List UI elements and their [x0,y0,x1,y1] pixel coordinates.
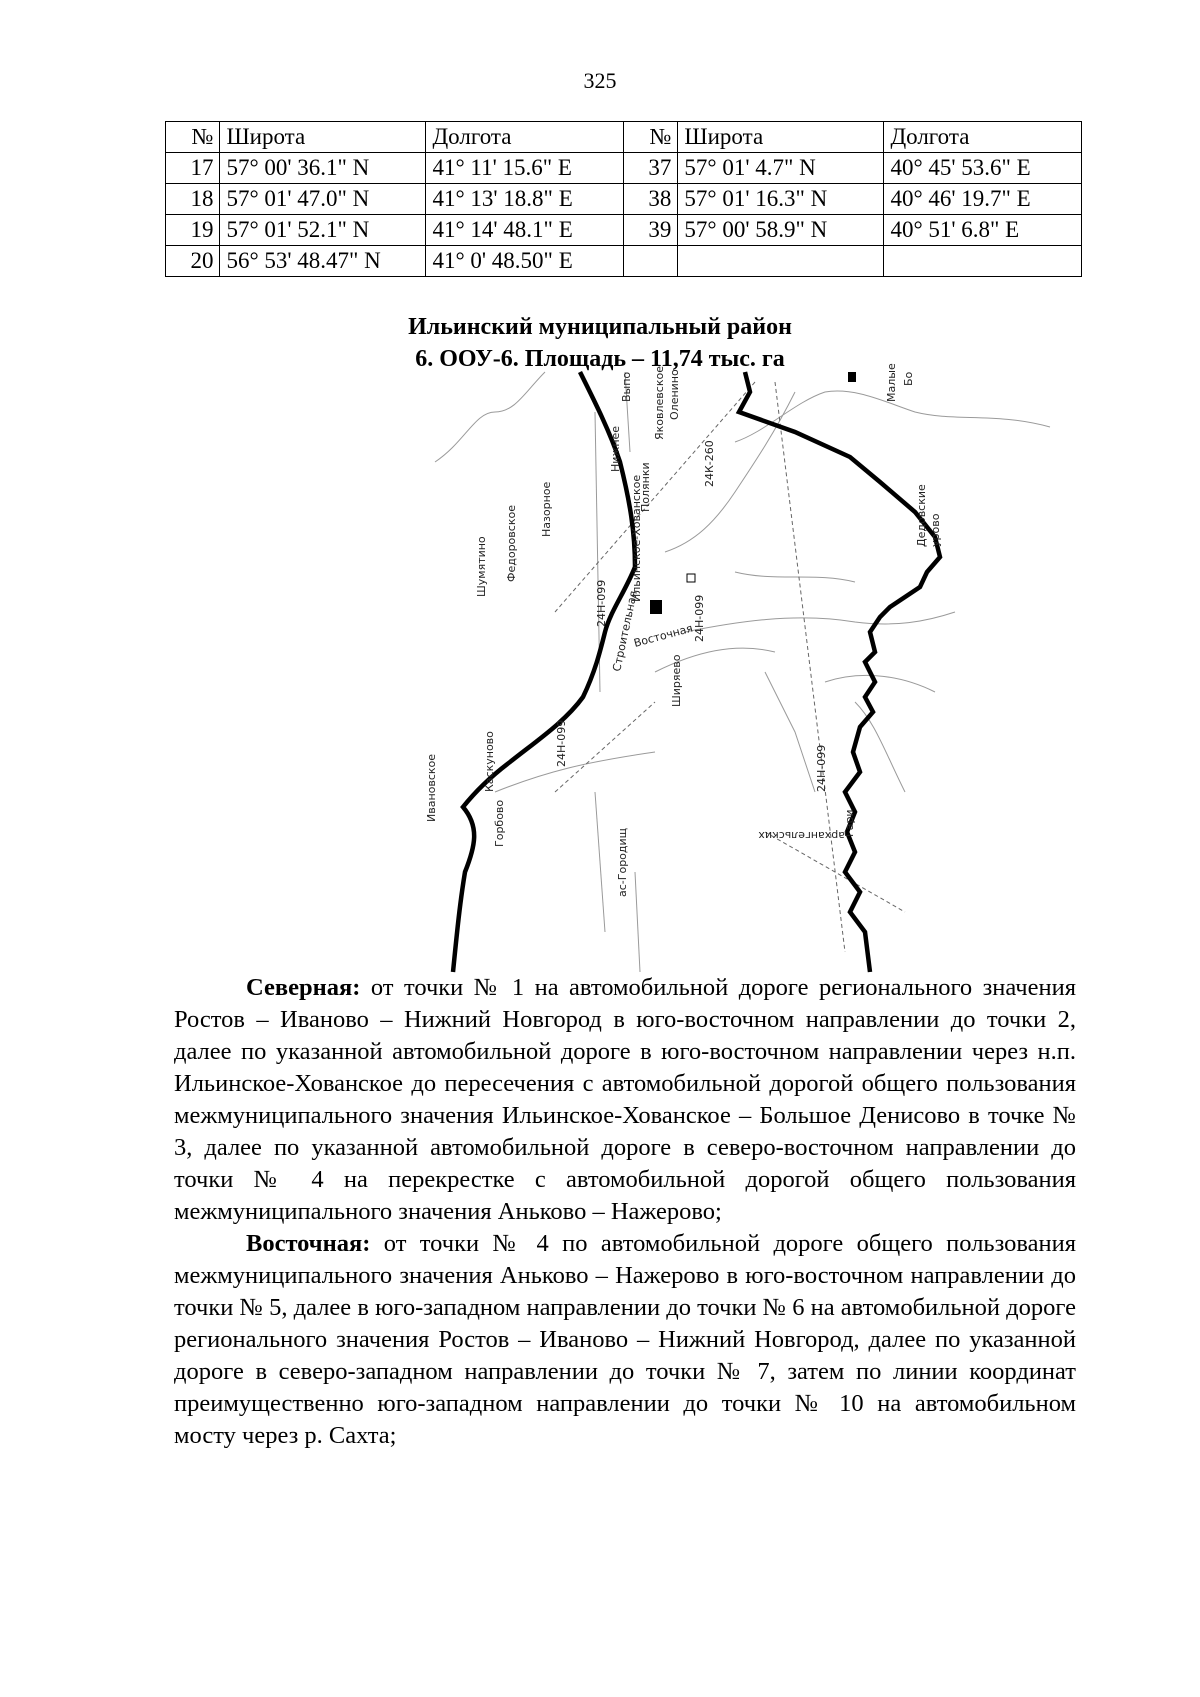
map-label: Ильинское-Хованское [630,474,643,602]
table-cell: 40° 51' 6.8" E [884,215,1082,246]
table-cell [884,246,1082,277]
header-cell: № [166,122,220,153]
table-cell: 57° 01' 47.0" N [220,184,426,215]
map-label: Выпо [620,371,633,402]
table-cell: 41° 11' 15.6" E [426,153,624,184]
map-label: Малые [885,363,898,402]
map-label: 24Н-099 [693,594,706,642]
map-label: 24Н-099 [555,719,568,767]
map-label: Федоровское [505,505,518,582]
north-body: от точки № 1 на автомобильной дороге регионального значения Ростов – Иваново – Нижний Новгород в юго-восточном направлении до точки 2, далее по указанной автомобильной дороге в юго-восточном направлении через н.п. Ильинское-Хованское до пересечения с автомобильной дорогой общего пользования межмуниципального значения Ильинское-Хованское – Большое Денисово в точке № 3, далее по указанной автомобильной дороге в северо-восточном направлении до точки № 4 на перекрестке с автомобильной дорогой общего пользования межмуниципального значения Аньково – Нажерово; [174,974,1076,1225]
table-cell: 57° 01' 52.1" N [220,215,426,246]
table-cell: 57° 01' 16.3" N [678,184,884,215]
settlement-marker [848,372,856,382]
map-label: Нижнее [609,425,622,472]
map-label: Дедовские [915,484,928,547]
table-cell: 57° 01' 4.7" N [678,153,884,184]
table-row [166,153,1082,184]
minor-road [595,792,605,932]
header-cell: Широта [220,122,426,153]
map-label: Шумятино [475,536,488,597]
map-label: Назорное [540,481,553,537]
table-row [166,184,1082,215]
table-header-row [166,122,1082,153]
zone-title: 6. ООУ-6. Площадь – 11,74 тыс. га [415,346,785,372]
map-label: архангельских [758,829,845,842]
boundary-west [453,372,635,972]
table-cell: 57° 00' 58.9" N [678,215,884,246]
table-cell: 40° 45' 53.6" E [884,153,1082,184]
map-label: урово [929,513,942,547]
map-label: Горбово [493,799,506,847]
paragraph-east [174,1228,1076,1452]
map-label: ас-Городищ [616,827,629,897]
minor-road [665,392,795,552]
table-cell: 39 [623,215,677,246]
map-label: 24Н-099 [815,744,828,792]
table-cell: 18 [166,184,220,215]
settlement-marker [687,574,695,582]
east-title: Восточная: [246,1230,371,1257]
table-cell: 38 [623,184,677,215]
header-cell: № [623,122,677,153]
minor-road [765,672,815,792]
map-label: Ивановское [425,753,438,822]
table-cell: 40° 46' 19.7" E [884,184,1082,215]
boundary-map [425,363,1050,972]
east-body: от точки № 4 по автомобильной дороге общего пользования межмуниципального значения Аньково – Нажерово в юго-восточном направлении до точки № 5, далее в юго-западном направлении до точки № 6 на автомобильной дороге регионального значения Ростов – Иваново – Нижний Новгород, далее по указанной дороге в северо-западном направлении до точки № 7, затем по линии координат преимущественно юго-западном направлении до точки № 10 на автомобильном мосту через р. Сахта; [174,1230,1076,1449]
page-number: 325 [583,68,617,93]
minor-road [855,702,905,792]
header-cell: Долгота [884,122,1082,153]
header-cell: Долгота [426,122,624,153]
map-label: Гари [843,809,856,837]
table-cell: 37 [623,153,677,184]
table-cell: 56° 53' 48.47" N [220,246,426,277]
minor-road [685,612,955,632]
map-label: Оленино [668,369,681,420]
table-cell: 57° 00' 36.1" N [220,153,426,184]
admin-boundary-line [765,832,905,912]
north-title: Северная: [246,974,361,1001]
minor-road [635,872,640,972]
district-title: Ильинский муниципальный район [408,314,792,340]
river-line [435,372,545,462]
map-label: Строительная [610,589,641,673]
map-label: 24К-260 [703,440,716,487]
table-cell: 41° 13' 18.8" E [426,184,624,215]
map-label: Полянки [639,462,652,512]
table-row [166,246,1082,277]
table-cell: 41° 14' 48.1" E [426,215,624,246]
map-label: Ширяево [670,654,683,707]
table-cell: 19 [166,215,220,246]
table-cell [678,246,884,277]
minor-road [495,752,655,792]
coordinates-table [165,121,1082,277]
table-cell [623,246,677,277]
boundary-east [739,372,940,972]
table-row [166,215,1082,246]
map-label: Каскуново [483,731,496,792]
map-label: Бо [902,371,915,386]
table-cell: 20 [166,246,220,277]
map-label: 24Н-099 [595,579,608,627]
settlement-marker [650,600,662,614]
minor-road [825,675,935,692]
boundary-description [174,972,1076,1452]
table-cell: 17 [166,153,220,184]
table-cell: 41° 0' 48.50" E [426,246,624,277]
map-label: Яковлевское [653,366,666,440]
minor-road [735,572,855,582]
paragraph-north [174,972,1076,1228]
map-label: Восточная [632,621,695,650]
header-cell: Широта [678,122,884,153]
admin-boundary-line [775,382,845,952]
